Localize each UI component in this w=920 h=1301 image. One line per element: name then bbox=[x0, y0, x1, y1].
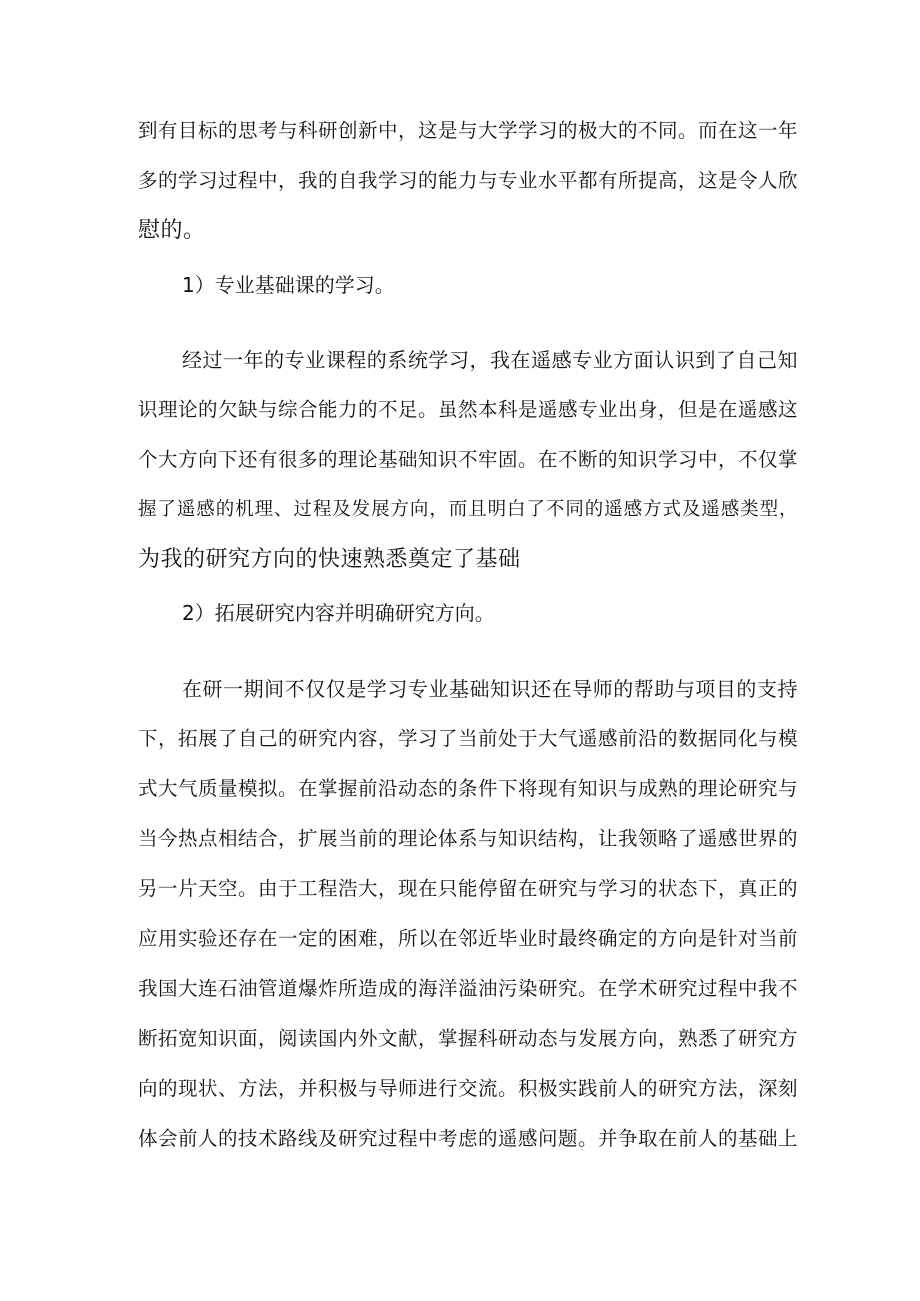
paragraph-line: 体会前人的技术路线及研究过程中考虑的遥感问题。并争取在前人的基础上 bbox=[138, 1127, 799, 1150]
paragraph-line: 应用实验还存在一定的困难，所以在邻近毕业时最终确定的方向是针对当前 bbox=[138, 927, 799, 950]
paragraph-line: 到有目标的思考与科研创新中，这是与大学学习的极大的不同。而在这一年 bbox=[138, 119, 799, 142]
paragraph-line: 个大方向下还有很多的理论基础知识不牢固。在不断的知识学习中，不仅掌 bbox=[138, 448, 799, 471]
paragraph-line: 为我的研究方向的快速熟悉奠定了基础 bbox=[138, 547, 521, 572]
paragraph-line: 当今热点相结合，扩展当前的理论体系与知识结构，让我领略了遥感世界的 bbox=[138, 827, 799, 850]
paragraph-line: 识理论的欠缺与综合能力的不足。虽然本科是遥感专业出身，但是在遥感这 bbox=[138, 398, 799, 421]
paragraph-line: 经过一年的专业课程的系统学习，我在遥感专业方面认识到了自己知 bbox=[182, 348, 798, 372]
paragraph-line: 在研一期间不仅仅是学习专业基础知识还在导师的帮助与项目的支持 bbox=[182, 677, 798, 701]
paragraph-line: 握了遥感的机理、过程及发展方向，而且明白了不同的遥感方式及遥感类型， bbox=[138, 499, 798, 520]
section-heading-2: 2）拓展研究内容并明确研究方向。 bbox=[182, 601, 495, 625]
paragraph-line: 断拓宽知识面，阅读国内外文献，掌握科研动态与发展方向，熟悉了研究方 bbox=[138, 1027, 799, 1050]
paragraph-line: 多的学习过程中，我的自我学习的能力与专业水平都有所提高，这是令人欣 bbox=[138, 169, 799, 192]
paragraph-line: 另一片天空。由于工程浩大，现在只能停留在研究与学习的状态下，真正的 bbox=[138, 877, 799, 900]
paragraph-line: 式大气质量模拟。在掌握前沿动态的条件下将现有知识与成熟的理论研究与 bbox=[138, 777, 799, 800]
paragraph-line: 向的现状、方法，并积极与导师进行交流。积极实践前人的研究方法，深刻 bbox=[138, 1077, 799, 1100]
paragraph-line: 慰的。 bbox=[138, 218, 206, 243]
paragraph-line: 我国大连石油管道爆炸所造成的海洋溢油污染研究。在学术研究过程中我不 bbox=[138, 977, 799, 1000]
section-heading-1: 1）专业基础课的学习。 bbox=[182, 273, 395, 297]
paragraph-line: 下，拓展了自己的研究内容，学习了当前处于大气遥感前沿的数据同化与模 bbox=[138, 727, 799, 750]
